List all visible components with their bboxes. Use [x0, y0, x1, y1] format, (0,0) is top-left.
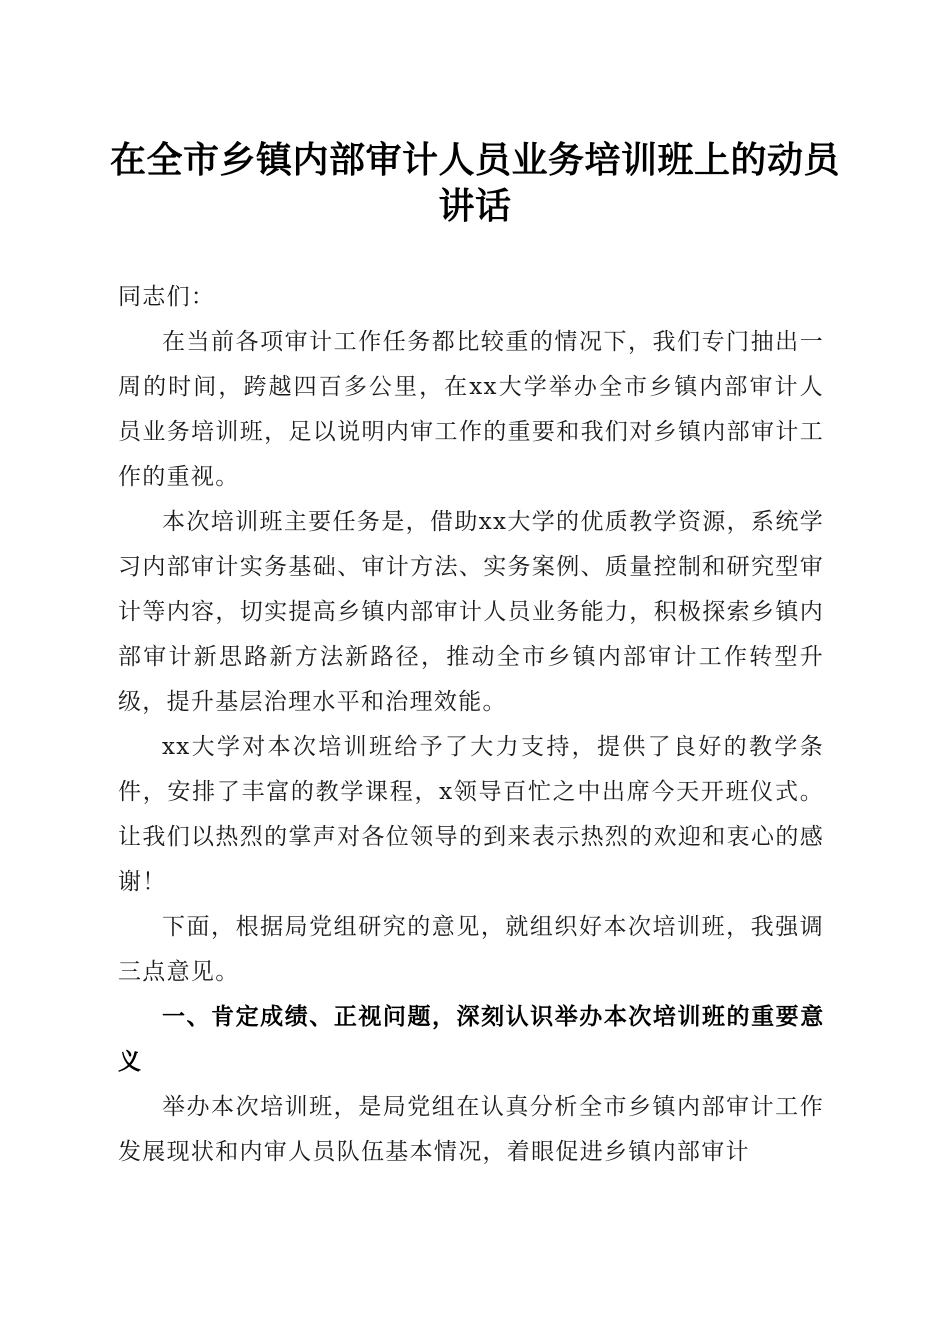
salutation: 同志们：	[118, 284, 216, 310]
paragraph: 本次培训班主要任务是，借助xx大学的优质教学资源，系统学习内部审计实务基础、审计方法、实务案例、质量控制和研究型审计等内容，切实提高乡镇内部审计人员业务能力，积极探索乡镇内部审计新思路新方法新路径，推动全市乡镇内部审计工作转型升级，提升基层治理水平和治理效能。	[118, 509, 824, 715]
document-title: 在全市乡镇内部审计人员业务培训班上的动员讲话	[110, 139, 841, 227]
document-body	[118, 273, 824, 1175]
paragraph: 在当前各项审计工作任务都比较重的情况下，我们专门抽出一周的时间，跨越四百多公里，在xx大学举办全市乡镇内部审计人员业务培训班，足以说明内审工作的重要和我们对乡镇内部审计工作的重视。	[118, 329, 824, 490]
paragraph: 举办本次培训班，是局党组在认真分析全市乡镇内部审计工作发展现状和内审人员队伍基本情况，着眼促进乡镇内部审计	[118, 1094, 824, 1165]
section-heading: 一、肯定成绩、正视问题，深刻认识举办本次培训班的重要意义	[118, 1004, 824, 1075]
paragraph: xx大学对本次培训班给予了大力支持，提供了良好的教学条件，安排了丰富的教学课程，x领导百忙之中出席今天开班仪式。让我们以热烈的掌声对各位领导的到来表示热烈的欢迎和衷心的感谢！	[118, 734, 824, 895]
paragraph: 下面，根据局党组研究的意见，就组织好本次培训班，我强调三点意见。	[118, 914, 824, 985]
